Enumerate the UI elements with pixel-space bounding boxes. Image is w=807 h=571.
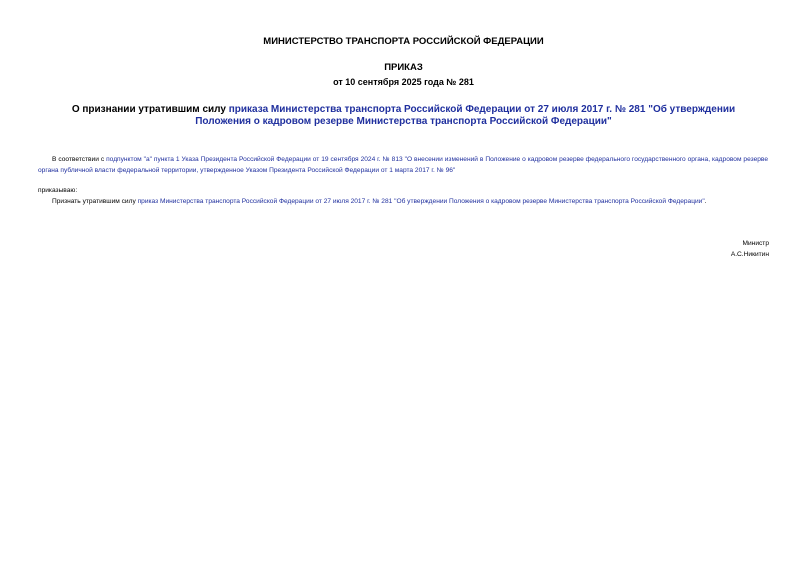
- document-title: [50, 104, 757, 128]
- orders-word: приказываю:: [38, 187, 78, 194]
- signatory-name: А.С.Никитин: [730, 251, 769, 258]
- document-type: ПРИКАЗ: [384, 62, 423, 73]
- title-prefix: О признании утратившим силу: [71, 104, 229, 115]
- signature-block: [731, 238, 769, 260]
- signatory-position: Министр: [742, 240, 769, 247]
- decision-paragraph: [38, 197, 768, 208]
- ministry-name: МИНИСТЕРСТВО ТРАНСПОРТА РОССИЙСКОЙ ФЕДЕРАЦИИ: [263, 36, 544, 47]
- legal-basis-paragraph: [38, 155, 768, 176]
- basis-link-presidential-decree[interactable]: подпунктом "а" пункта 1 Указа Президента Российской Федерации от 19 сентября 2024 г. № 813 "О внесении изменений в Положение о кадровом резерве федерального государственного органа, кадровом резерве органа публичной власти федеральной территории, утвержденное Указом Президента Российской Федерации от 1 марта 2017 г. № 96": [38, 156, 768, 174]
- decision-prefix: Признать утратившим силу: [52, 198, 138, 205]
- title-link-revoked-order[interactable]: приказа Министерства транспорта Российской Федерации от 27 июля 2017 г. № 281 "Об утверждении Положения о кадровом резерве Министерства транспорта Российской Федерации": [195, 104, 736, 127]
- decision-suffix: .: [704, 198, 707, 205]
- order-date-number: от 10 сентября 2025 года № 281: [333, 77, 474, 87]
- decision-link-revoked-order[interactable]: приказ Министерства транспорта Российской Федерации от 27 июля 2017 г. № 281 "Об утверждении Положения о кадровом резерве Министерства транспорта Российской Федерации": [137, 198, 705, 205]
- basis-prefix: В соответствии с: [52, 156, 107, 163]
